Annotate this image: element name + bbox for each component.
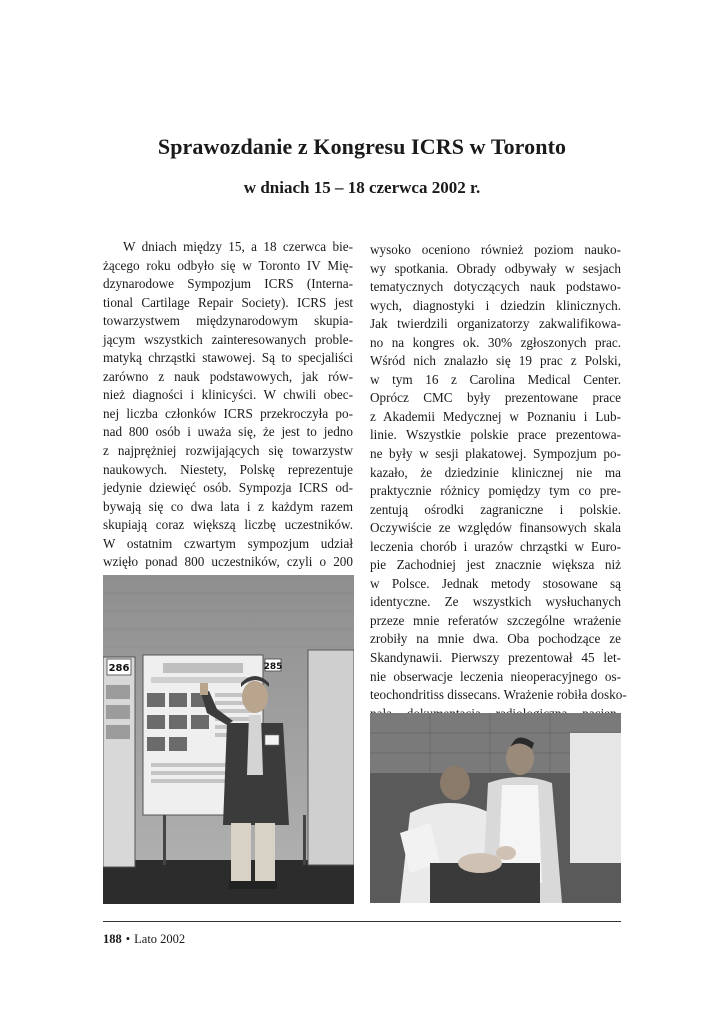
- text-line: wy spotkania. Obrady odbywały w sesjach: [370, 260, 621, 276]
- text-line: zentują ośrodki zagraniczne i polskie.: [370, 501, 621, 517]
- text-line: zrobiły na mnie dwa. Oba pochodzące ze: [370, 631, 621, 647]
- text-line: bywają się co dwa lata i z każdym razem: [103, 498, 353, 514]
- text-line: teochondritiss dissecans. Wrażenie robiła dosko-: [370, 687, 627, 703]
- footer-divider: [103, 921, 621, 922]
- text-line: z Akademii Medycznej w Poznaniu i Lub-: [370, 408, 621, 424]
- page-number: 188: [103, 932, 122, 946]
- text-line: zarówno z nauk podstawowych, jak rów-: [103, 368, 353, 384]
- text-line: nie obserwacje leczenia nieoperacyjnego os-: [370, 668, 621, 684]
- text-line: nież diagności i klinicyści. W chwili obec-: [103, 387, 353, 403]
- text-line: tematycznych dotyczących nauk podstawo-: [370, 279, 621, 295]
- text-line: nad 800 osób i uważa się, że jest to jedno: [103, 424, 353, 440]
- text-line: ne były w sesji plakatowej. Sympozjum po-: [370, 446, 621, 462]
- text-line: dzynarodowe Sympozjum ICRS (Interna-: [103, 276, 353, 292]
- text-line: przeze mnie referatów szczególne wrażenie: [370, 612, 621, 628]
- text-line: kazało, że dziedzinie klinicznej nie ma: [370, 464, 621, 480]
- text-line: jącym wszystkich zainteresowanych proble-: [103, 331, 353, 347]
- text-line: towarzystwem międzynarodowym skupia-: [103, 313, 353, 329]
- text-line: matyką chrząstki stawowej. Są to specjaliści: [103, 350, 353, 366]
- poster-session-photo: [103, 575, 354, 904]
- text-line: linie. Wszystkie polskie prace prezentowa-: [370, 427, 621, 443]
- board-number-286: 286: [108, 663, 130, 674]
- text-line: naukowych. Niestety, Polskę reprezentuje: [103, 461, 353, 477]
- text-line: skupiają coraz większą liczbę uczestników.: [103, 517, 353, 533]
- issue-label: Lato 2002: [134, 932, 186, 946]
- text-line: wzięło ponad 800 uczestników, czyli o 200: [103, 554, 353, 570]
- text-line: z najprężniej rozwijających się towarzystw: [103, 443, 353, 459]
- board-number-285: 285: [263, 662, 283, 672]
- text-line: żącego roku odbyło się w Toronto IV Mię-: [103, 257, 353, 273]
- text-line: jedynie dziewięć osób. Sympozja ICRS od-: [103, 480, 353, 496]
- text-line: W dniach między 15, a 18 czerwca bie-: [123, 239, 353, 254]
- text-line: identyczne. Ze wszystkich wysłuchanych: [370, 594, 621, 610]
- text-line: W ostatnim czwartym sympozjum udział: [103, 535, 353, 551]
- text-line: tional Cartilage Repair Society). ICRS jest: [103, 294, 353, 310]
- footer-bullet: •: [125, 932, 131, 946]
- text-line: Wśród nich znalazło się 19 prac z Polski,: [370, 353, 621, 369]
- text-line: no na kongres ok. 30% zgłoszonych prac.: [370, 334, 621, 350]
- text-line: Oprócz CMC były prezentowane prace: [370, 390, 621, 406]
- text-line: w Polsce. Jednak metody stosowane są: [370, 575, 621, 591]
- text-line: pie Zachodniej jest znacznie większa niż: [370, 557, 621, 573]
- text-line: nej liczba członków ICRS przekroczyła po-: [103, 405, 353, 421]
- text-line: wych, diagnostyki i dziedzin klinicznych.: [370, 297, 621, 313]
- right-column-text: [370, 241, 627, 742]
- text-line: Skandynawii. Pierwszy prezentował 45 let-: [370, 650, 621, 666]
- text-line: Oczywiście ze względów finansowych skala: [370, 520, 621, 536]
- text-line: wysoko oceniono również poziom nauko-: [370, 242, 621, 257]
- text-line: leczenia chorób i urazów chrząstki w Euro-: [370, 538, 621, 554]
- text-line: Jak twierdzili organizatorzy zakwalifikowa-: [370, 316, 621, 332]
- left-column-text: [103, 238, 353, 590]
- workshop-photo: [370, 713, 621, 903]
- article-subtitle: w dniach 15 – 18 czerwca 2002 r.: [243, 178, 481, 197]
- article-title: Sprawozdanie z Kongresu ICRS w Toronto: [157, 134, 567, 159]
- text-line: praktycznie różnicy pomiędzy tym co pre-: [370, 483, 621, 499]
- page-footer: [103, 932, 185, 947]
- text-line: w tym 16 z Carolina Medical Center.: [370, 371, 621, 387]
